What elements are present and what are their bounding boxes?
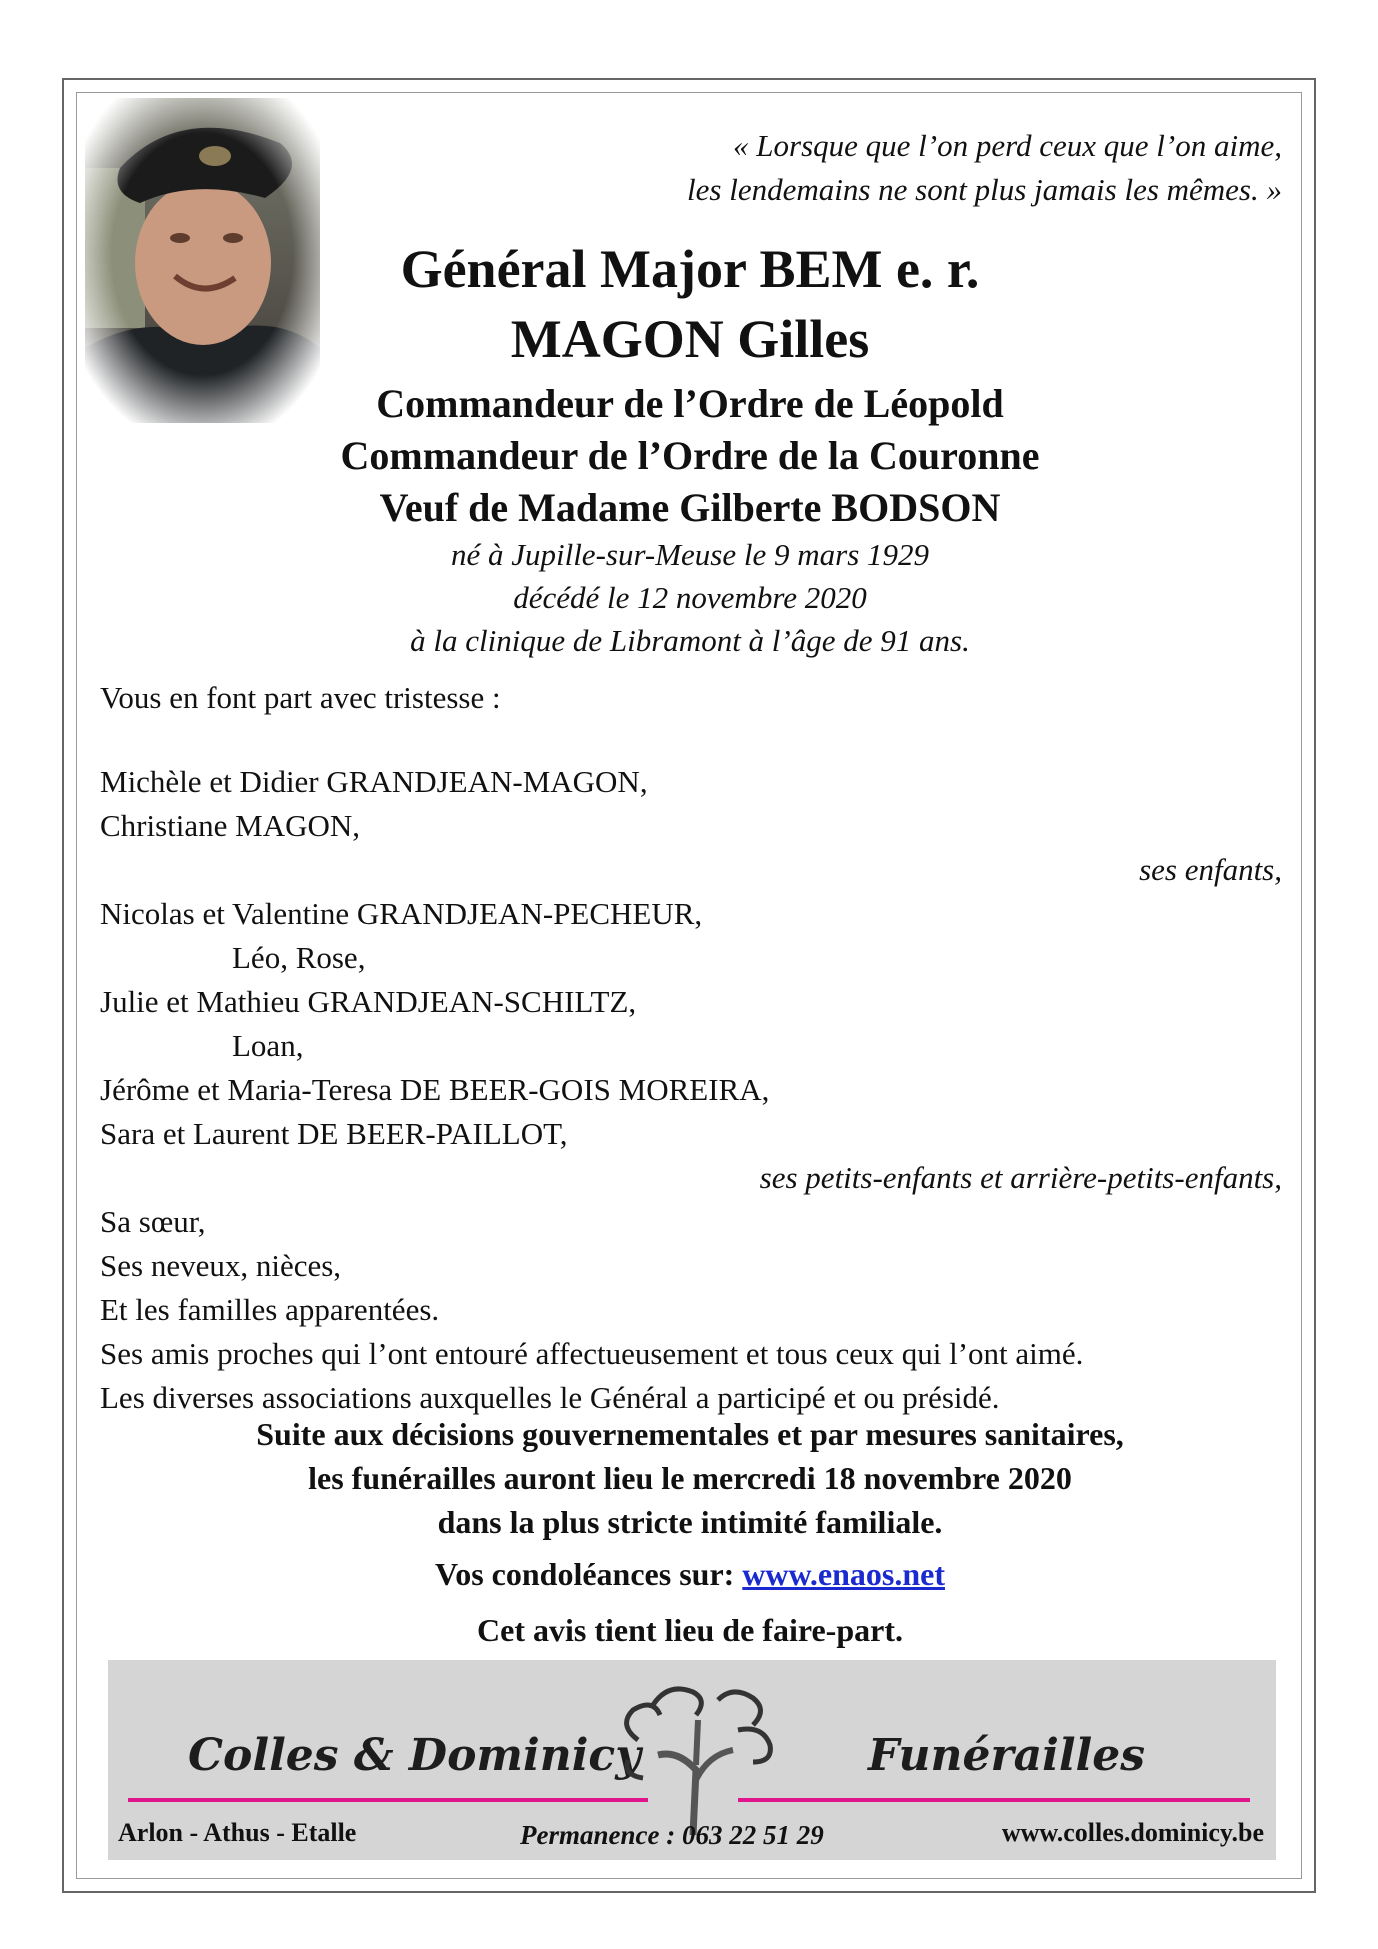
children-label: ses enfants, bbox=[1139, 852, 1282, 887]
funeral-home-banner bbox=[108, 1660, 1276, 1860]
sister: Sa sœur, bbox=[100, 1204, 206, 1239]
grandchild-1: Nicolas et Valentine GRANDJEAN-PECHEUR, bbox=[100, 896, 703, 931]
death-date: décédé le 12 novembre 2020 bbox=[513, 580, 867, 615]
great-grandchildren-1: Léo, Rose, bbox=[232, 940, 366, 975]
families: Et les familles apparentées. bbox=[100, 1292, 440, 1327]
accent-line-right bbox=[738, 1798, 1250, 1802]
announce-intro: Vous en font part avec tristesse : bbox=[100, 680, 501, 715]
birth-info: né à Jupille-sur-Meuse le 9 mars 1929 bbox=[450, 537, 930, 572]
honor-couronne: Commandeur de l’Ordre de la Couronne bbox=[340, 433, 1040, 478]
notice-line-1: Suite aux décisions gouvernementales et par mesures sanitaires, bbox=[256, 1416, 1124, 1452]
quote-line-2: les lendemains ne sont plus jamais les mêmes. » bbox=[687, 172, 1282, 207]
funeral-website: www.colles.dominicy.be bbox=[1001, 1818, 1264, 1847]
locations: Arlon - Athus - Etalle bbox=[118, 1818, 357, 1847]
brand-left: Colles & Dominicy bbox=[188, 1730, 641, 1781]
accent-line-left bbox=[128, 1798, 648, 1802]
condolences-label: Vos condoléances sur: bbox=[435, 1556, 735, 1592]
grandchildren-label: ses petits-enfants et arrière-petits-enfants, bbox=[759, 1160, 1282, 1195]
deceased-name: MAGON Gilles bbox=[510, 309, 870, 369]
condolences bbox=[100, 1556, 1280, 1593]
quote bbox=[522, 124, 1282, 212]
brand-right: Funérailles bbox=[868, 1730, 1146, 1781]
grandchild-2: Julie et Mathieu GRANDJEAN-SCHILTZ, bbox=[100, 984, 637, 1019]
nephews-nieces: Ses neveux, nièces, bbox=[100, 1248, 342, 1283]
notice-line-3: dans la plus stricte intimité familiale. bbox=[437, 1504, 943, 1540]
child-2: Christiane MAGON, bbox=[100, 808, 361, 843]
grandchild-3: Jérôme et Maria-Teresa DE BEER-GOIS MOREIRA, bbox=[100, 1072, 770, 1107]
quote-line-1: « Lorsque que l’on perd ceux que l’on aime, bbox=[733, 128, 1282, 163]
associations: Les diverses associations auxquelles le Général a participé et ou présidé. bbox=[100, 1380, 1000, 1415]
notice-line-2: les funérailles auront lieu le mercredi 18 novembre 2020 bbox=[308, 1460, 1072, 1496]
tree-logo-icon bbox=[598, 1670, 798, 1840]
child-1: Michèle et Didier GRANDJEAN-MAGON, bbox=[100, 764, 648, 799]
deceased-rank: Général Major BEM e. r. bbox=[400, 239, 980, 299]
honor-leopold: Commandeur de l’Ordre de Léopold bbox=[376, 381, 1004, 426]
great-grandchildren-2: Loan, bbox=[232, 1028, 304, 1063]
grandchild-4: Sara et Laurent DE BEER-PAILLOT, bbox=[100, 1116, 568, 1151]
friends: Ses amis proches qui l’ont entouré affectueusement et tous ceux qui l’ont aimé. bbox=[100, 1336, 1084, 1371]
death-place: à la clinique de Libramont à l’âge de 91 ans. bbox=[410, 623, 970, 658]
spouse: Veuf de Madame Gilberte BODSON bbox=[379, 485, 1001, 530]
condolences-link[interactable]: www.enaos.net bbox=[742, 1556, 945, 1592]
avis-faire-part: Cet avis tient lieu de faire-part. bbox=[477, 1612, 903, 1648]
permanence-phone: Permanence : 063 22 51 29 bbox=[520, 1820, 824, 1850]
